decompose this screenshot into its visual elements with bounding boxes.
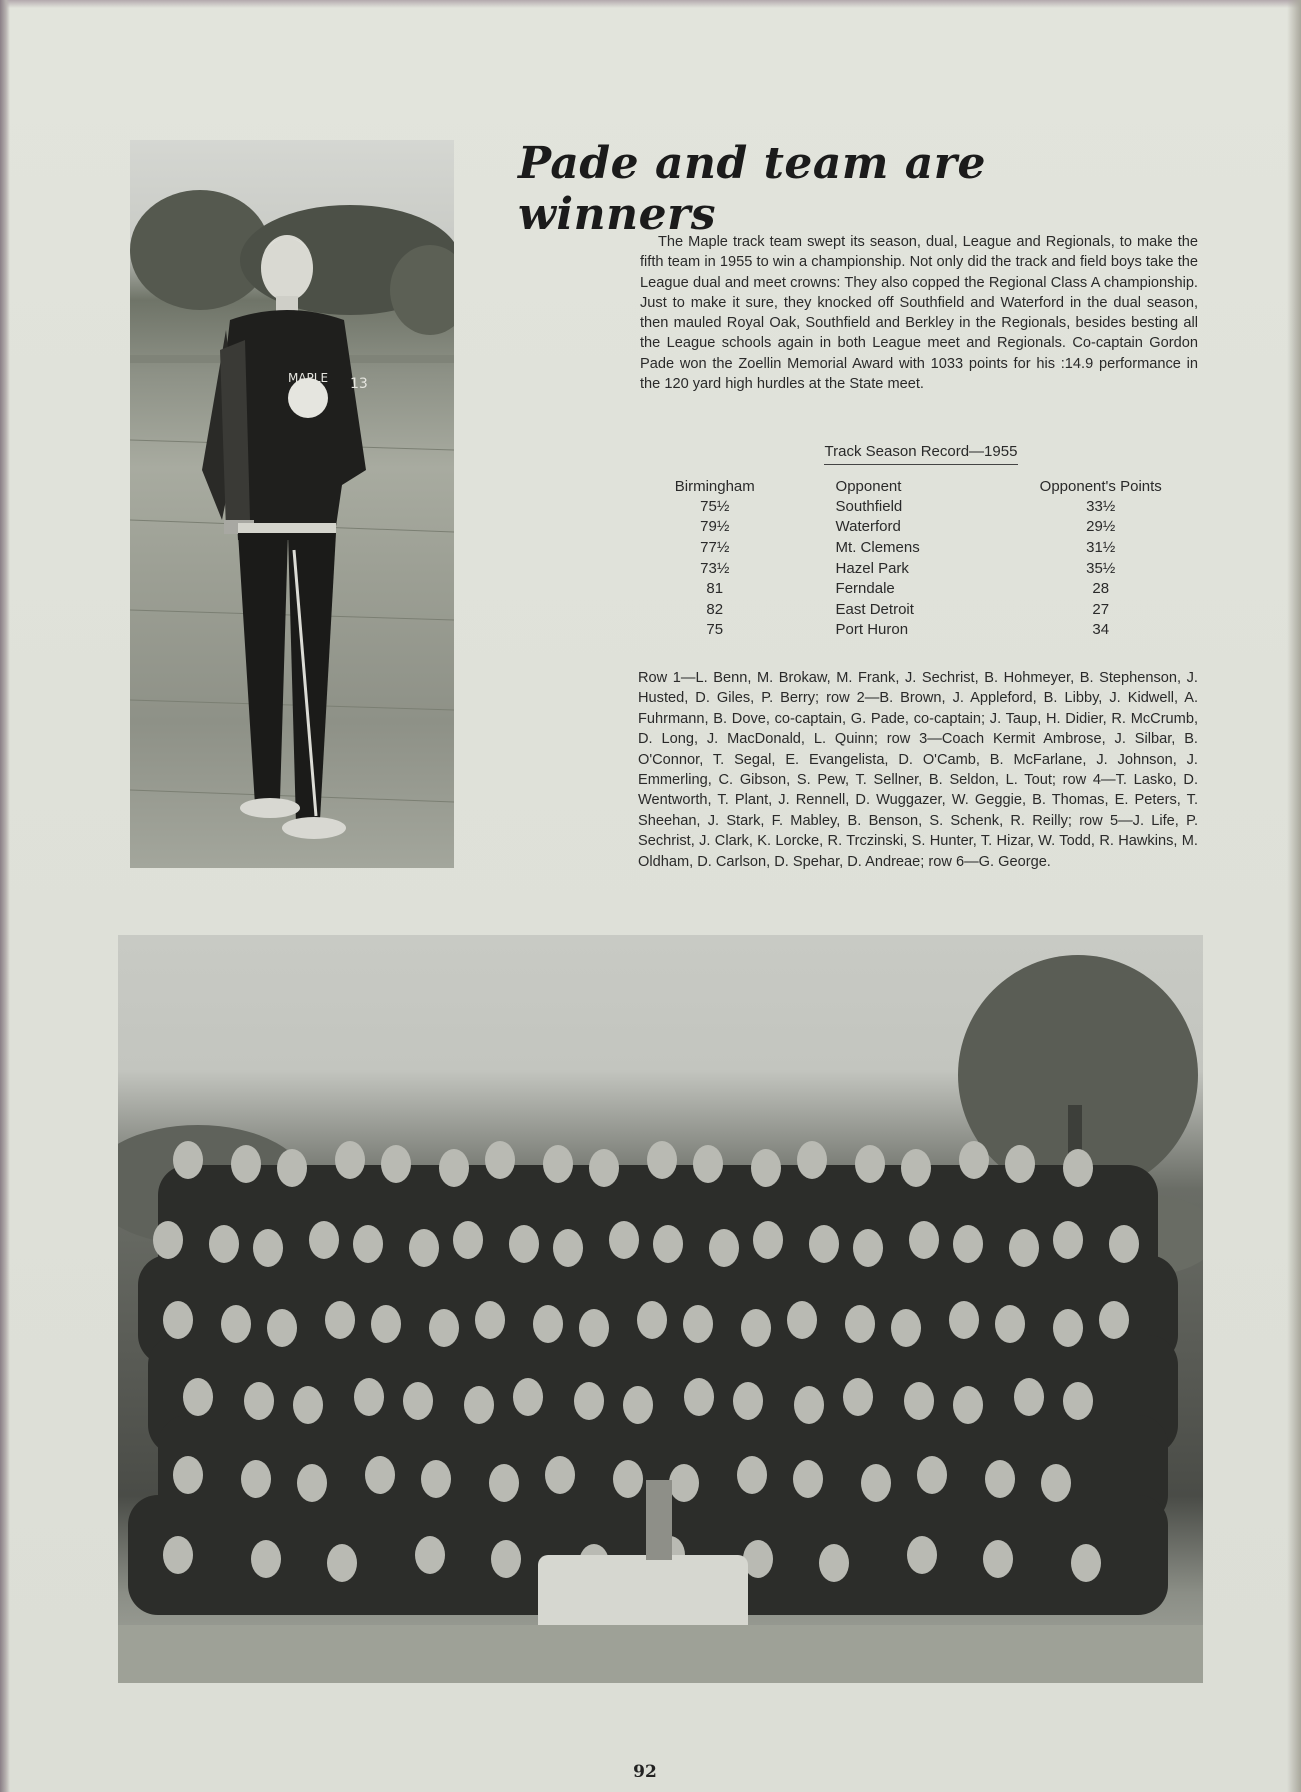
team-member-face (1053, 1309, 1083, 1347)
team-member-face (1009, 1229, 1039, 1267)
team-member-face (327, 1544, 357, 1582)
team-member-face (669, 1464, 699, 1502)
team-member-face (253, 1229, 283, 1267)
team-member-face (609, 1221, 639, 1259)
team-member-face (429, 1309, 459, 1347)
opponent-name: Port Huron (835, 621, 909, 639)
team-member-face (381, 1145, 411, 1183)
team-member-face (1014, 1378, 1044, 1416)
team-member-face (409, 1229, 439, 1267)
team-member-face (909, 1221, 939, 1259)
portrait-photo (130, 140, 454, 868)
team-member-face (453, 1221, 483, 1259)
birmingham-score: 79½ (700, 518, 730, 536)
team-member-face (793, 1460, 823, 1498)
page-number: 92 (633, 1762, 657, 1782)
team-photo (118, 935, 1203, 1683)
opponent-score: 27 (1092, 600, 1110, 618)
team-member-face (371, 1305, 401, 1343)
team-member-face (244, 1382, 274, 1420)
team-member-face (421, 1460, 451, 1498)
team-member-face (647, 1141, 677, 1179)
team-member-face (163, 1301, 193, 1339)
table-row (660, 620, 1180, 641)
team-member-face (809, 1225, 839, 1263)
team-member-face (709, 1229, 739, 1267)
team-member-face (891, 1309, 921, 1347)
team-member-face (637, 1301, 667, 1339)
team-member-face (365, 1456, 395, 1494)
team-member-face (251, 1540, 281, 1578)
birmingham-score: 73½ (700, 559, 730, 577)
team-member-face (953, 1225, 983, 1263)
birmingham-score: 81 (706, 580, 724, 598)
team-member-face (1063, 1149, 1093, 1187)
team-member-face (623, 1386, 653, 1424)
team-member-face (297, 1464, 327, 1502)
team-member-face (794, 1386, 824, 1424)
team-member-face (543, 1145, 573, 1183)
team-member-face (209, 1225, 239, 1263)
team-member-face (995, 1305, 1025, 1343)
jersey-text: MAPLE (287, 371, 329, 385)
team-member-face (753, 1221, 783, 1259)
table-row (660, 496, 1180, 517)
team-member-face (415, 1536, 445, 1574)
team-member-face (751, 1149, 781, 1187)
team-member-face (293, 1386, 323, 1424)
team-member-face (1063, 1382, 1093, 1420)
sleeve-number: 13 (350, 376, 368, 392)
team-member-face (797, 1141, 827, 1179)
team-member-face (1109, 1225, 1139, 1263)
opponent-name: Mt. Clemens (835, 538, 920, 556)
page-right-edge (1287, 0, 1301, 1792)
opponent-score: 29½ (1086, 518, 1116, 536)
team-member-face (1005, 1145, 1035, 1183)
team-member-face (173, 1456, 203, 1494)
team-member-face (545, 1456, 575, 1494)
team-member-face (1071, 1544, 1101, 1582)
intro-paragraph: The Maple track team swept its season, dual, League and Regionals, to make the fifth team in 1955 to win a championship. Not only did the track and field boys take the League dual and meet crowns: They also copped the Regional Class A championship. Just to make it sure, they knocked off Southfield and Waterford in the dual season, then mauled Royal Oak, Southfield and Berkley in the Regionals, besides besting all the League schools again in both League meet and Regionals. Co-captain Gordon Pade won the Zoellin Memorial Award with 1033 points for his :14.9 performance in the 120 yard high hurdles at the State meet. (640, 234, 1198, 393)
team-photo-illustration (118, 935, 1203, 1683)
opponent-name: Hazel Park (835, 559, 909, 577)
team-member-face (819, 1544, 849, 1582)
team-member-face (489, 1464, 519, 1502)
team-member-face (163, 1536, 193, 1574)
team-member-face (277, 1149, 307, 1187)
team-member-face (613, 1460, 643, 1498)
opponent-score: 31½ (1086, 538, 1116, 556)
team-member-face (153, 1221, 183, 1259)
team-member-face (589, 1149, 619, 1187)
team-member-face (354, 1378, 384, 1416)
team-member-face (985, 1460, 1015, 1498)
birmingham-score: 75½ (700, 497, 730, 515)
team-member-face (309, 1221, 339, 1259)
team-member-face (485, 1141, 515, 1179)
birmingham-score: 82 (706, 600, 724, 618)
team-member-face (533, 1305, 563, 1343)
opponent-score: 34 (1092, 621, 1110, 639)
team-member-face (475, 1301, 505, 1339)
team-member-face (509, 1225, 539, 1263)
team-member-face (733, 1382, 763, 1420)
team-member-face (853, 1229, 883, 1267)
table-row (660, 578, 1180, 599)
portrait-illustration (130, 140, 454, 868)
team-member-face (231, 1145, 261, 1183)
team-member-face (737, 1456, 767, 1494)
team-member-face (983, 1540, 1013, 1578)
team-member-face (183, 1378, 213, 1416)
column-header-birmingham: Birmingham (674, 477, 755, 495)
team-member-face (901, 1149, 931, 1187)
team-member-face (241, 1460, 271, 1498)
table-row (660, 537, 1180, 558)
team-member-face (904, 1382, 934, 1420)
team-member-face (653, 1225, 683, 1263)
team-member-face (907, 1536, 937, 1574)
team-member-face (787, 1301, 817, 1339)
team-member-face (513, 1378, 543, 1416)
opponent-name: Southfield (835, 497, 903, 515)
opponent-score: 33½ (1086, 497, 1116, 515)
team-member-face (491, 1540, 521, 1578)
opponent-name: Ferndale (835, 580, 895, 598)
team-member-face (579, 1309, 609, 1347)
table-header-row (660, 476, 1180, 496)
team-member-face (683, 1305, 713, 1343)
team-member-face (221, 1305, 251, 1343)
team-member-face (353, 1225, 383, 1263)
team-member-face (439, 1149, 469, 1187)
team-member-face (267, 1309, 297, 1347)
team-member-face (335, 1141, 365, 1179)
page-headline: Pade and team are winners (518, 138, 986, 240)
team-member-face (693, 1145, 723, 1183)
team-member-face (861, 1464, 891, 1502)
birmingham-score: 77½ (700, 538, 730, 556)
birmingham-score: 75 (706, 621, 724, 639)
team-roster-caption: Row 1—L. Benn, M. Brokaw, M. Frank, J. Sechrist, B. Hohmeyer, B. Stephenson, J. Husted, D. Giles, P. Berry; row 2—B. Brown, J. Appleford, B. Libby, J. Kidwell, A. Fuhrmann, B. Dove, co-captain, G. Pade, co-captain; J. Taup, H. Didier, R. McCrumb, D. Long, J. MacDonald, L. Quinn; row 3—Coach Kermit Ambrose, J. Silbar, B. O'Connor, T. Segal, E. Evangelista, D. O'Camb, B. McFarlane, J. Johnson, J. Emmerling, C. Gibson, S. Pew, T. Sellner, B. Seldon, L. Tout; row 4—T. Lasko, D. Wentworth, T. Plant, J. Rennell, D. Wuggazer, W. Geggie, B. Thomas, E. Peters, T. Sheehan, J. Stark, F. Mabley, B. Benson, S. Schenk, R. Reilly; row 5—J. Life, P. Sechrist, J. Clark, K. Lorcke, R. Trczinski, S. Hunter, T. Hizar, W. Todd, R. Hawkins, M. Oldham, D. Carlson, D. Spehar, D. Andreae; row 6—G. George. (638, 670, 1198, 870)
record-table-caption: Track Season Record—1955 (824, 443, 1018, 465)
opponent-name: Waterford (835, 518, 901, 536)
team-member-face (325, 1301, 355, 1339)
team-member-face (403, 1382, 433, 1420)
team-member-face (917, 1456, 947, 1494)
page-left-edge (0, 0, 10, 1792)
table-row (660, 517, 1180, 538)
team-member-face (949, 1301, 979, 1339)
team-member-face (843, 1378, 873, 1416)
team-member-face (553, 1229, 583, 1267)
team-member-face (1053, 1221, 1083, 1259)
table-row (660, 558, 1180, 579)
page-top-edge (0, 0, 1301, 8)
team-member-face (741, 1309, 771, 1347)
column-header-opponent: Opponent (835, 477, 902, 495)
opponent-name: East Detroit (835, 600, 914, 618)
team-member-face (1041, 1464, 1071, 1502)
table-row (660, 599, 1180, 620)
team-member-face (845, 1305, 875, 1343)
team-member-face (464, 1386, 494, 1424)
team-member-face (1099, 1301, 1129, 1339)
opponent-score: 28 (1092, 580, 1110, 598)
team-member-face (855, 1145, 885, 1183)
track-season-record-table (660, 476, 1180, 640)
opponent-score: 35½ (1086, 559, 1116, 577)
team-member-face (173, 1141, 203, 1179)
column-header-opponent-points: Opponent's Points (1039, 477, 1162, 495)
team-member-face (959, 1141, 989, 1179)
team-member-face (574, 1382, 604, 1420)
team-member-face (684, 1378, 714, 1416)
team-member-face (953, 1386, 983, 1424)
